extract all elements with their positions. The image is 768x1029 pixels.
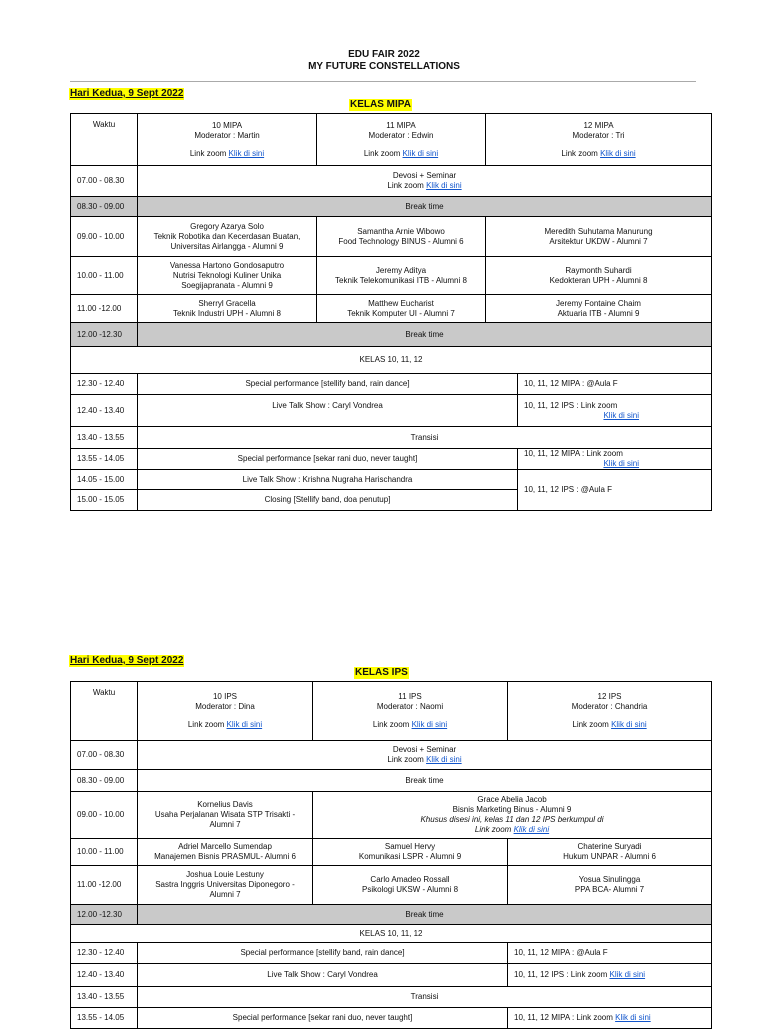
time-cell: 13.40 - 13.55 <box>71 987 138 1008</box>
speaker-cell <box>508 839 712 866</box>
zoom-line <box>319 149 483 159</box>
devosi-cell <box>138 166 712 197</box>
table-row <box>71 449 712 470</box>
speaker-cell <box>138 839 313 866</box>
time-cell: 09.00 - 10.00 <box>71 217 138 257</box>
table-row <box>71 295 712 323</box>
kelas-label-mipa: KELAS MIPA <box>350 99 411 110</box>
location-cell <box>518 449 712 470</box>
table-header-row <box>71 114 712 166</box>
time-cell: 12.30 - 12.40 <box>71 943 138 964</box>
class-name: 12 IPS <box>597 692 622 701</box>
time-cell: 14.05 - 15.00 <box>71 470 138 490</box>
zoom-link[interactable]: Klik di sini <box>513 825 550 834</box>
speaker-name: Sherryl Gracella <box>198 298 256 308</box>
zoom-line <box>140 755 709 765</box>
speaker-cell <box>138 257 317 295</box>
devosi-text: Devosi + Seminar <box>392 171 457 180</box>
header-12-ips <box>508 682 712 741</box>
speaker-cell <box>317 257 486 295</box>
speaker-name: Jeremy Aditya <box>375 265 427 275</box>
header-waktu: Waktu <box>71 114 138 166</box>
speaker-major: Teknik Telekomunikasi ITB - Alumni 8 <box>335 275 467 285</box>
time-cell: 10.00 - 11.00 <box>71 257 138 295</box>
location-cell <box>508 964 712 987</box>
kelas-label-ips: KELAS IPS <box>355 667 408 678</box>
zoom-line <box>510 720 709 730</box>
table-row <box>71 770 712 792</box>
event-cell: Live Talk Show : Krishna Nugraha Harischandra <box>138 470 518 490</box>
event-cell: Live Talk Show : Caryl Vondrea <box>138 395 518 427</box>
page-title: EDU FAIR 2022 <box>348 49 420 60</box>
moderator: Moderator : Naomi <box>376 702 444 711</box>
time-cell: 08.30 - 09.00 <box>71 197 138 217</box>
speaker-cell <box>138 295 317 323</box>
moderator: Moderator : Chandria <box>571 702 648 711</box>
table-row <box>71 347 712 374</box>
location-cell: 10, 11, 12 MIPA : @Aula F <box>518 374 712 395</box>
speaker-name: Samantha Arnie Wibowo <box>357 226 445 236</box>
speaker-cell <box>138 217 317 257</box>
speaker-cell <box>138 866 313 905</box>
header-10-ips <box>138 682 313 741</box>
break-cell: Break time <box>138 770 712 792</box>
speaker-name: Raymonth Suhardi <box>565 265 632 275</box>
zoom-link[interactable]: Klik di sini <box>228 148 265 158</box>
time-cell: 09.00 - 10.00 <box>71 792 138 839</box>
speaker-major: Teknik Komputer UI - Alumni 7 <box>347 308 455 318</box>
table-row <box>71 197 712 217</box>
schedule-table-mipa <box>70 113 712 511</box>
speaker-major: Aktuaria ITB - Alumni 9 <box>557 308 640 318</box>
table-row <box>71 374 712 395</box>
kelas-all-cell: KELAS 10, 11, 12 <box>71 925 712 943</box>
zoom-link[interactable]: Klik di sini <box>402 148 439 158</box>
table-row <box>71 964 712 987</box>
table-row <box>71 741 712 770</box>
kelas-all-cell: KELAS 10, 11, 12 <box>71 347 712 374</box>
event-cell: Live Talk Show : Caryl Vondrea <box>138 964 508 987</box>
table-row <box>71 905 712 925</box>
table-row <box>71 987 712 1008</box>
location-text: 10, 11, 12 MIPA : Link zoom <box>524 449 623 458</box>
moderator: Moderator : Edwin <box>368 130 434 140</box>
zoom-text: Link zoom <box>561 148 601 158</box>
table-row <box>71 1008 712 1029</box>
speaker-major: PPA BCA- Alumni 7 <box>574 885 645 894</box>
zoom-text: Link zoom <box>387 181 427 190</box>
speaker-major: Bisnis Marketing Binus - Alumni 9 <box>452 805 572 814</box>
speaker-cell <box>138 792 313 839</box>
time-cell: 10.00 - 11.00 <box>71 839 138 866</box>
speaker-name: Yosua Sinulingga <box>578 875 641 884</box>
speaker-cell-joint <box>313 792 712 839</box>
time-cell: 12.40 - 13.40 <box>71 395 138 427</box>
speaker-name: Samuel Hervy <box>384 842 436 851</box>
table-row <box>71 166 712 197</box>
event-cell: Special performance [stellify band, rain dance] <box>138 943 508 964</box>
location-text: 10, 11, 12 IPS : Link zoom <box>524 400 618 410</box>
speaker-major: Kedokteran UPH - Alumni 8 <box>549 275 648 285</box>
table-row <box>71 866 712 905</box>
header-waktu: Waktu <box>71 682 138 741</box>
table-row <box>71 427 712 449</box>
schedule-table-ips <box>70 681 712 1029</box>
table-row <box>71 217 712 257</box>
event-cell: Special performance [sekar rani duo, never taught] <box>138 1008 508 1029</box>
table-row <box>71 792 712 839</box>
zoom-line <box>140 149 314 159</box>
zoom-link[interactable]: Klik di sini <box>603 459 640 468</box>
day-label-ips: Hari Kedua, 9 Sept 2022 <box>70 655 184 666</box>
time-cell: 08.30 - 09.00 <box>71 770 138 792</box>
time-cell: 07.00 - 08.30 <box>71 166 138 197</box>
break-cell: Break time <box>138 905 712 925</box>
zoom-link[interactable]: Klik di sini <box>609 970 646 979</box>
table-row <box>71 943 712 964</box>
speaker-major: Food Technology BINUS - Alumni 6 <box>338 236 464 246</box>
moderator: Moderator : Tri <box>572 130 625 140</box>
table-row <box>71 470 712 490</box>
speaker-major: Hukum UNPAR - Alumni 6 <box>563 852 656 861</box>
location-cell: 10, 11, 12 IPS : @Aula F <box>518 470 712 511</box>
zoom-text: Link zoom <box>474 825 514 834</box>
header-10-mipa <box>138 114 317 166</box>
speaker-major: Alumni 7 <box>209 820 241 829</box>
break-cell: Break time <box>138 197 712 217</box>
zoom-text: Link zoom <box>387 755 427 764</box>
zoom-text: Link zoom <box>372 720 412 729</box>
speaker-cell <box>313 839 508 866</box>
speaker-name: Joshua Louie Lestuny <box>186 870 264 879</box>
event-cell: Transisi <box>138 987 712 1008</box>
speaker-name: Jeremy Fontaine Chaim <box>556 298 641 308</box>
class-name: 11 IPS <box>398 692 422 701</box>
event-cell: Closing [Stellify band, doa penutup] <box>138 490 518 511</box>
zoom-text: Link zoom <box>187 720 227 729</box>
time-cell: 13.40 - 13.55 <box>71 427 138 449</box>
location-text: 10, 11, 12 MIPA : Link zoom <box>514 1013 616 1022</box>
event-cell: Special performance [stellify band, rain dance] <box>138 374 518 395</box>
speaker-cell <box>508 866 712 905</box>
time-cell: 12.40 - 13.40 <box>71 964 138 987</box>
speaker-major: Universitas Airlangga - Alumni 9 <box>170 241 284 251</box>
speaker-cell <box>317 295 486 323</box>
speaker-major: Nutrisi Teknologi Kuliner Unika <box>172 270 282 280</box>
speaker-major: Arsitektur UKDW - Alumni 7 <box>549 236 648 246</box>
speaker-major: Usaha Perjalanan Wisata STP Trisakti - <box>154 810 296 819</box>
time-cell: 12.30 - 12.40 <box>71 374 138 395</box>
table-header-row <box>71 682 712 741</box>
time-cell: 13.55 - 14.05 <box>71 1008 138 1029</box>
time-cell: 12.00 -12.30 <box>71 323 138 347</box>
speaker-cell <box>486 295 712 323</box>
header-11-ips <box>313 682 508 741</box>
time-cell: 07.00 - 08.30 <box>71 741 138 770</box>
zoom-line <box>140 720 310 730</box>
header-11-mipa <box>317 114 486 166</box>
zoom-link[interactable]: Klik di sini <box>226 720 263 729</box>
class-name: 12 MIPA <box>583 120 614 130</box>
zoom-line <box>315 825 709 835</box>
speaker-cell <box>486 257 712 295</box>
zoom-link[interactable]: Klik di sini <box>611 720 647 729</box>
class-name: 11 MIPA <box>386 120 416 130</box>
speaker-name: Kornelius Davis <box>197 800 253 809</box>
speaker-cell <box>486 217 712 257</box>
speaker-name: Gregory Azarya Solo <box>190 221 264 231</box>
table-row <box>71 257 712 295</box>
location-text: 10, 11, 12 IPS : Link zoom <box>514 970 610 979</box>
zoom-text: Link zoom <box>572 720 612 729</box>
table-row <box>71 395 712 427</box>
zoom-link[interactable]: Klik di sini <box>615 1013 651 1022</box>
page-subtitle: MY FUTURE CONSTELLATIONS <box>308 61 460 72</box>
speaker-major: Teknik Industri UPH - Alumni 8 <box>172 308 282 318</box>
speaker-major: Soegijapranata - Alumni 9 <box>181 280 273 290</box>
event-cell: Transisi <box>138 427 712 449</box>
devosi-text: Devosi + Seminar <box>392 745 457 754</box>
zoom-link[interactable]: Klik di sini <box>426 755 462 764</box>
table-row <box>71 925 712 943</box>
speaker-name: Chaterine Suryadi <box>577 842 642 851</box>
class-name: 10 MIPA <box>211 120 243 130</box>
speaker-name: Matthew Eucharist <box>368 298 434 308</box>
speaker-major: Komunikasi LSPR - Alumni 9 <box>358 852 462 861</box>
moderator: Moderator : Dina <box>195 702 255 711</box>
divider <box>70 81 696 82</box>
zoom-text: Link zoom <box>363 148 403 158</box>
break-cell: Break time <box>138 323 712 347</box>
moderator: Moderator : Martin <box>194 130 260 140</box>
time-cell: 15.00 - 15.05 <box>71 490 138 511</box>
header-12-mipa <box>486 114 712 166</box>
zoom-line <box>315 720 505 730</box>
event-cell: Special performance [sekar rani duo, never taught] <box>138 449 518 470</box>
joint-session-note: Khusus disesi ini, kelas 11 dan 12 IPS berkumpul di <box>420 815 604 824</box>
class-name: 10 IPS <box>212 692 237 701</box>
zoom-link[interactable]: Klik di sini <box>426 181 462 190</box>
speaker-name: Adriel Marcello Sumendap <box>178 842 272 851</box>
speaker-major: Psikologi UKSW - Alumni 8 <box>361 885 459 894</box>
time-cell: 12.00 -12.30 <box>71 905 138 925</box>
time-cell: 11.00 -12.00 <box>71 295 138 323</box>
time-cell: 13.55 - 14.05 <box>71 449 138 470</box>
zoom-text: Link zoom <box>189 148 229 158</box>
speaker-name: Grace Abelia Jacob <box>477 795 547 804</box>
speaker-name: Carlo Amadeo Rossall <box>370 875 450 884</box>
table-row <box>71 323 712 347</box>
zoom-link[interactable]: Klik di sini <box>603 410 640 420</box>
speaker-major: Sastra Inggris Universitas Diponegoro - <box>155 880 295 889</box>
zoom-link[interactable]: Klik di sini <box>600 148 636 158</box>
speaker-cell <box>317 217 486 257</box>
time-cell: 11.00 -12.00 <box>71 866 138 905</box>
speaker-name: Meredith Suhutama Manurung <box>544 226 653 236</box>
day-label-mipa: Hari Kedua, 9 Sept 2022 <box>70 88 184 99</box>
zoom-link[interactable]: Klik di sini <box>411 720 448 729</box>
table-row <box>71 839 712 866</box>
devosi-cell <box>138 741 712 770</box>
speaker-major: Alumni 7 <box>209 890 241 899</box>
location-cell <box>508 1008 712 1029</box>
zoom-line <box>140 181 709 191</box>
speaker-name: Vanessa Hartono Gondosaputro <box>169 260 285 270</box>
zoom-line <box>488 149 709 159</box>
location-cell: 10, 11, 12 MIPA : @Aula F <box>508 943 712 964</box>
speaker-major: Manajemen Bisnis PRASMUL- Alumni 6 <box>154 852 296 861</box>
speaker-cell <box>313 866 508 905</box>
location-cell <box>518 395 712 427</box>
speaker-major: Teknik Robotika dan Kecerdasan Buatan, <box>153 231 301 241</box>
